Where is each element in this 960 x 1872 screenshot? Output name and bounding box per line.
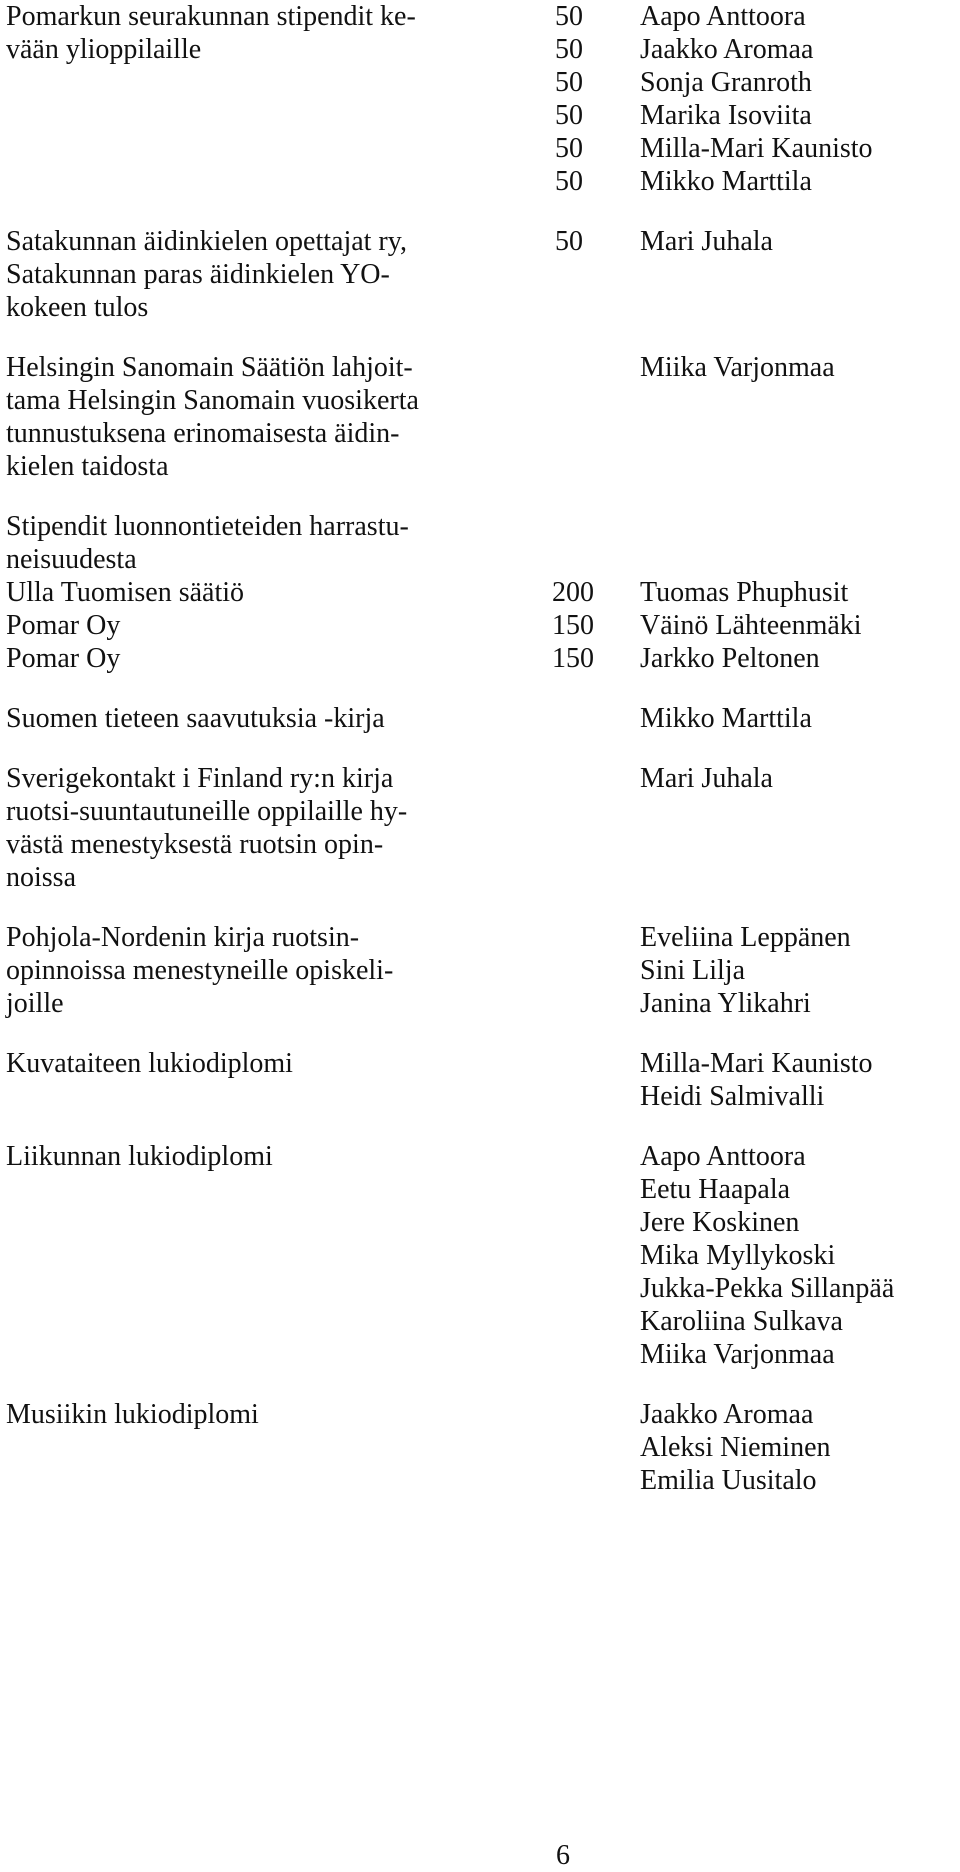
recipient-amount: 50 xyxy=(555,1,583,32)
entry-description-line: Satakunnan äidinkielen opettajat ry, xyxy=(6,226,407,257)
recipient-amount: 50 xyxy=(555,226,583,257)
entry-description-line: kokeen tulos xyxy=(6,292,149,323)
recipient-name: Väinö Lähteenmäki xyxy=(640,610,862,641)
entry-description-line: Pomar Oy xyxy=(6,643,121,674)
recipient-name: Mika Myllykoski xyxy=(640,1240,836,1271)
entry-description-line: Ulla Tuomisen säätiö xyxy=(6,577,245,608)
recipient-name: Jaakko Aromaa xyxy=(640,1399,814,1430)
recipient-name: Janina Ylikahri xyxy=(640,988,811,1019)
entry-description-line: Suomen tieteen saavutuksia -kirja xyxy=(6,703,385,734)
recipient-amount: 50 xyxy=(555,133,583,164)
entry-description-line: ruotsi-suuntautuneille oppilaille hy- xyxy=(6,796,408,827)
entry-description-line: noissa xyxy=(6,862,76,893)
recipient-name: Jere Koskinen xyxy=(640,1207,800,1238)
recipient-name: Aapo Anttoora xyxy=(640,1141,806,1172)
entry-description-line: opinnoissa menestyneille opiskeli- xyxy=(6,955,394,986)
recipient-name: Jukka-Pekka Sillanpää xyxy=(640,1273,895,1304)
entry-description-line: Liikunnan lukiodiplomi xyxy=(6,1141,273,1172)
recipient-name: Aapo Anttoora xyxy=(640,1,806,32)
entry-description-line: vään ylioppilaille xyxy=(6,34,202,65)
entry-description-line: Kuvataiteen lukiodiplomi xyxy=(6,1048,293,1079)
recipient-amount: 50 xyxy=(555,67,583,98)
entry-description-line: kielen taidosta xyxy=(6,451,169,482)
recipient-name: Jaakko Aromaa xyxy=(640,34,814,65)
recipient-name: Miika Varjonmaa xyxy=(640,352,835,383)
recipient-name: Mari Juhala xyxy=(640,226,773,257)
recipient-name: Mikko Marttila xyxy=(640,166,812,197)
recipient-name: Mikko Marttila xyxy=(640,703,812,734)
entry-description-line: Sverigekontakt i Finland ry:n kirja xyxy=(6,763,394,794)
section-heading-line: neisuudesta xyxy=(6,544,137,575)
section-heading-line: Stipendit luonnontieteiden harrastu- xyxy=(6,511,409,542)
recipient-name: Milla-Mari Kaunisto xyxy=(640,133,873,164)
entry-description-line: tama Helsingin Sanomain vuosikerta xyxy=(6,385,419,416)
recipient-name: Karoliina Sulkava xyxy=(640,1306,843,1337)
recipient-name: Mari Juhala xyxy=(640,763,773,794)
recipient-name: Heidi Salmivalli xyxy=(640,1081,825,1112)
recipient-name: Sini Lilja xyxy=(640,955,745,986)
recipient-name: Marika Isoviita xyxy=(640,100,812,131)
recipient-amount: 50 xyxy=(555,100,583,131)
recipient-name: Miika Varjonmaa xyxy=(640,1339,835,1370)
recipient-name: Jarkko Peltonen xyxy=(640,643,820,674)
entry-description-line: tunnustuksena erinomaisesta äidin- xyxy=(6,418,400,449)
entry-description-line: Pohjola-Nordenin kirja ruotsin- xyxy=(6,922,360,953)
recipient-amount: 50 xyxy=(555,34,583,65)
recipient-name: Tuomas Phuphusit xyxy=(640,577,849,608)
recipient-name: Sonja Granroth xyxy=(640,67,812,98)
recipient-amount: 150 xyxy=(552,610,594,641)
recipient-name: Eveliina Leppänen xyxy=(640,922,851,953)
entry-description-line: Helsingin Sanomain Säätiön lahjoit- xyxy=(6,352,413,383)
recipient-name: Eetu Haapala xyxy=(640,1174,791,1205)
page-number: 6 xyxy=(556,1840,570,1871)
entry-description-line: Pomarkun seurakunnan stipendit ke- xyxy=(6,1,416,32)
recipient-name: Emilia Uusitalo xyxy=(640,1465,817,1496)
entry-description-line: västä menestyksestä ruotsin opin- xyxy=(6,829,384,860)
recipient-name: Aleksi Nieminen xyxy=(640,1432,831,1463)
recipient-amount: 200 xyxy=(552,577,594,608)
entry-description-line: Musiikin lukiodiplomi xyxy=(6,1399,259,1430)
recipient-name: Milla-Mari Kaunisto xyxy=(640,1048,873,1079)
entry-description-line: Pomar Oy xyxy=(6,610,121,641)
entry-description-line: joille xyxy=(6,988,64,1019)
recipient-amount: 50 xyxy=(555,166,583,197)
recipient-amount: 150 xyxy=(552,643,594,674)
entry-description-line: Satakunnan paras äidinkielen YO- xyxy=(6,259,390,290)
